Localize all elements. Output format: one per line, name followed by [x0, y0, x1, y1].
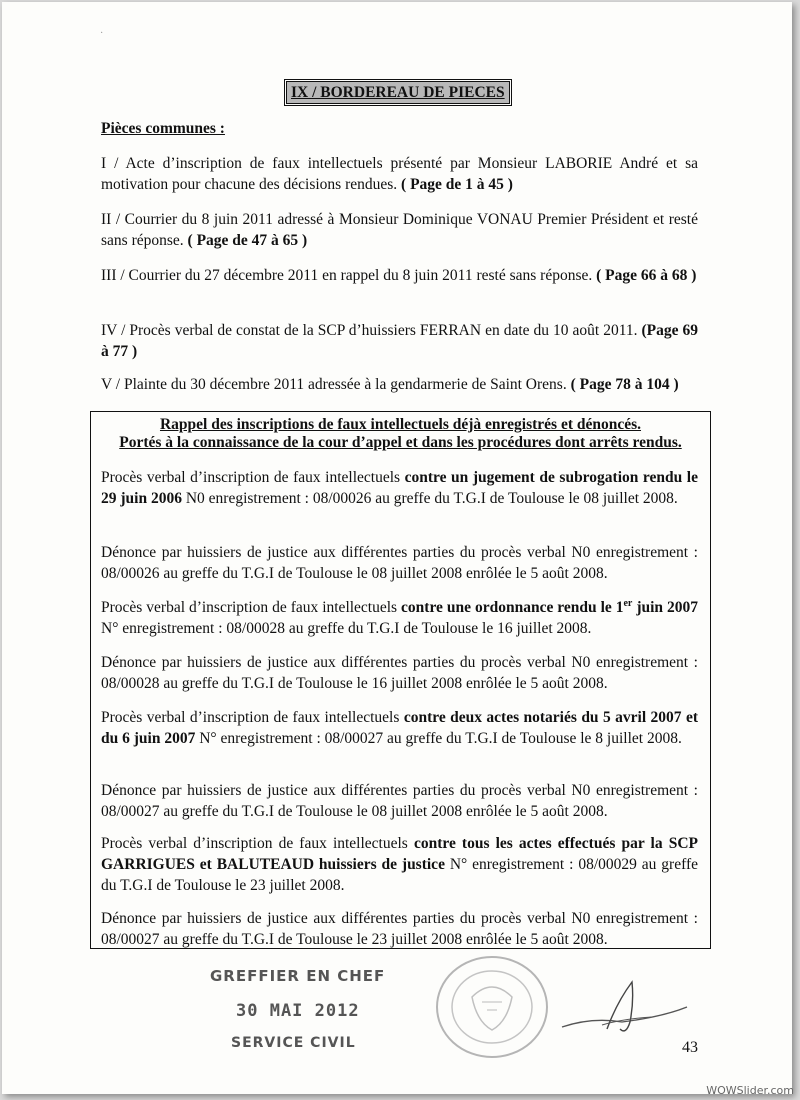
item-4-text: IV / Procès verbal de constat de la SCP d’huissiers FERRAN en date du 10 août 2011.: [101, 322, 642, 339]
recall-box-title-1: Rappel des inscriptions de faux intellectuels déjà enregistrés et dénoncés.: [159, 416, 642, 433]
superscript: er: [623, 597, 633, 609]
recall-entry-6: Dénonce par huissiers de justice aux différentes parties du procès verbal N0 enregistrement : 08/00027 au greffe du T.G.I de Toulouse le 08 juillet 2008 enrôlée le 5 août 2008.: [101, 782, 698, 820]
recall-entry-5: [101, 707, 698, 749]
item-3-text: III / Courrier du 27 décembre 2011 en rappel du 8 juin 2011 resté sans réponse.: [101, 267, 597, 284]
stamp-service: SERVICE CIVIL: [231, 1035, 356, 1051]
entry-text: Procès verbal d’inscription de faux intellectuels: [101, 469, 405, 486]
item-1-text: I / Acte d’inscription de faux intellectuels présenté par Monsieur LABORIE André et sa motivation pour chacune des décisions rendues.: [101, 155, 698, 193]
entry-text: N0 enregistrement : 08/00026 au greffe du T.G.I de Toulouse le 08 juillet 2008.: [181, 490, 678, 507]
stamp-date: 30 MAI 2012: [236, 1001, 360, 1021]
item-5-text: V / Plainte du 30 décembre 2011 adressée à la gendarmerie de Saint Orens.: [101, 376, 571, 393]
item-1: [101, 153, 698, 195]
item-2-ref: ( Page de 47 à 65 ): [187, 232, 308, 249]
speck-mark: ·: [100, 28, 104, 39]
recall-entry-8: Dénonce par huissiers de justice aux différentes parties du procès verbal N0 enregistrement : 08/00027 au greffe du T.G.I de Toulouse le 23 juillet 2008 enrôlée le 5 août 2008.: [101, 910, 698, 948]
page-number: 43: [682, 1039, 698, 1056]
entry-bold: [401, 599, 698, 616]
section-heading: IX / BORDEREAU DE PIECES: [286, 81, 510, 104]
stamp-greffier: GREFFIER EN CHEF: [210, 967, 386, 985]
item-3: [101, 265, 698, 286]
entry-text: N° enregistrement : 08/00027 au greffe du T.G.I de Toulouse le 8 juillet 2008.: [195, 730, 682, 747]
document-page: [2, 2, 792, 1094]
entry-bold-part: juin 2007: [632, 599, 698, 616]
item-5: [101, 374, 698, 395]
entry-text: Procès verbal d’inscription de faux intellectuels: [101, 709, 404, 726]
entry-text: Procès verbal d’inscription de faux intellectuels: [101, 599, 402, 616]
entry-text: N° enregistrement : 08/00029 au greffe du T.G.I de Toulouse le 23 juillet 2008.: [101, 856, 698, 894]
entry-bold: contre deux actes notariés du 5 avril 2007 et du 6 juin 2007: [101, 709, 698, 747]
entry-bold-part: contre une ordonnance rendu le 1: [401, 599, 624, 616]
entry-text: N° enregistrement : 08/00028 au greffe du T.G.I de Toulouse le 16 juillet 2008.: [101, 620, 592, 637]
recall-entry-3: [101, 597, 698, 639]
item-4: [101, 320, 698, 362]
recall-box: [90, 411, 711, 949]
item-2: [101, 209, 698, 251]
item-3-ref: ( Page 66 à 68 ): [596, 267, 697, 284]
entry-bold: contre tous les actes effectués par la SCP GARRIGUES et BALUTEAUD huissiers de justice: [101, 835, 698, 873]
court-seal-icon: [432, 952, 552, 1062]
recall-box-title-2: Portés à la connaissance de la cour d’appel et dans les procédures dont arrêts rendus.: [119, 434, 682, 451]
recall-entry-1: [101, 467, 698, 509]
item-4-ref: (Page 69 à 77 ): [101, 322, 699, 360]
recall-entry-2: Dénonce par huissiers de justice aux différentes parties du procès verbal N0 enregistrement : 08/00026 au greffe du T.G.I de Toulouse le 08 juillet 2008 enrôlée le 5 août 2008.: [101, 544, 698, 582]
item-1-ref: ( Page de 1 à 45 ): [401, 176, 513, 193]
recall-entry-7: [101, 833, 698, 896]
item-5-ref: ( Page 78 à 104 ): [570, 376, 679, 393]
item-2-text: II / Courrier du 8 juin 2011 adressé à Monsieur Dominique VONAU Premier Président et resté sans réponse.: [101, 211, 698, 249]
recall-entry-4: Dénonce par huissiers de justice aux différentes parties du procès verbal N0 enregistrement : 08/00028 au greffe du T.G.I de Toulouse le 16 juillet 2008 enrôlée le 5 août 2008.: [101, 654, 698, 692]
subheading: Pièces communes :: [101, 120, 225, 137]
signature-icon: [552, 967, 692, 1047]
watermark: WOWSlider.com: [706, 1084, 794, 1097]
entry-bold: contre un jugement de subrogation rendu le 29 juin 2006: [101, 469, 698, 507]
entry-text: Procès verbal d’inscription de faux intellectuels: [101, 835, 414, 852]
